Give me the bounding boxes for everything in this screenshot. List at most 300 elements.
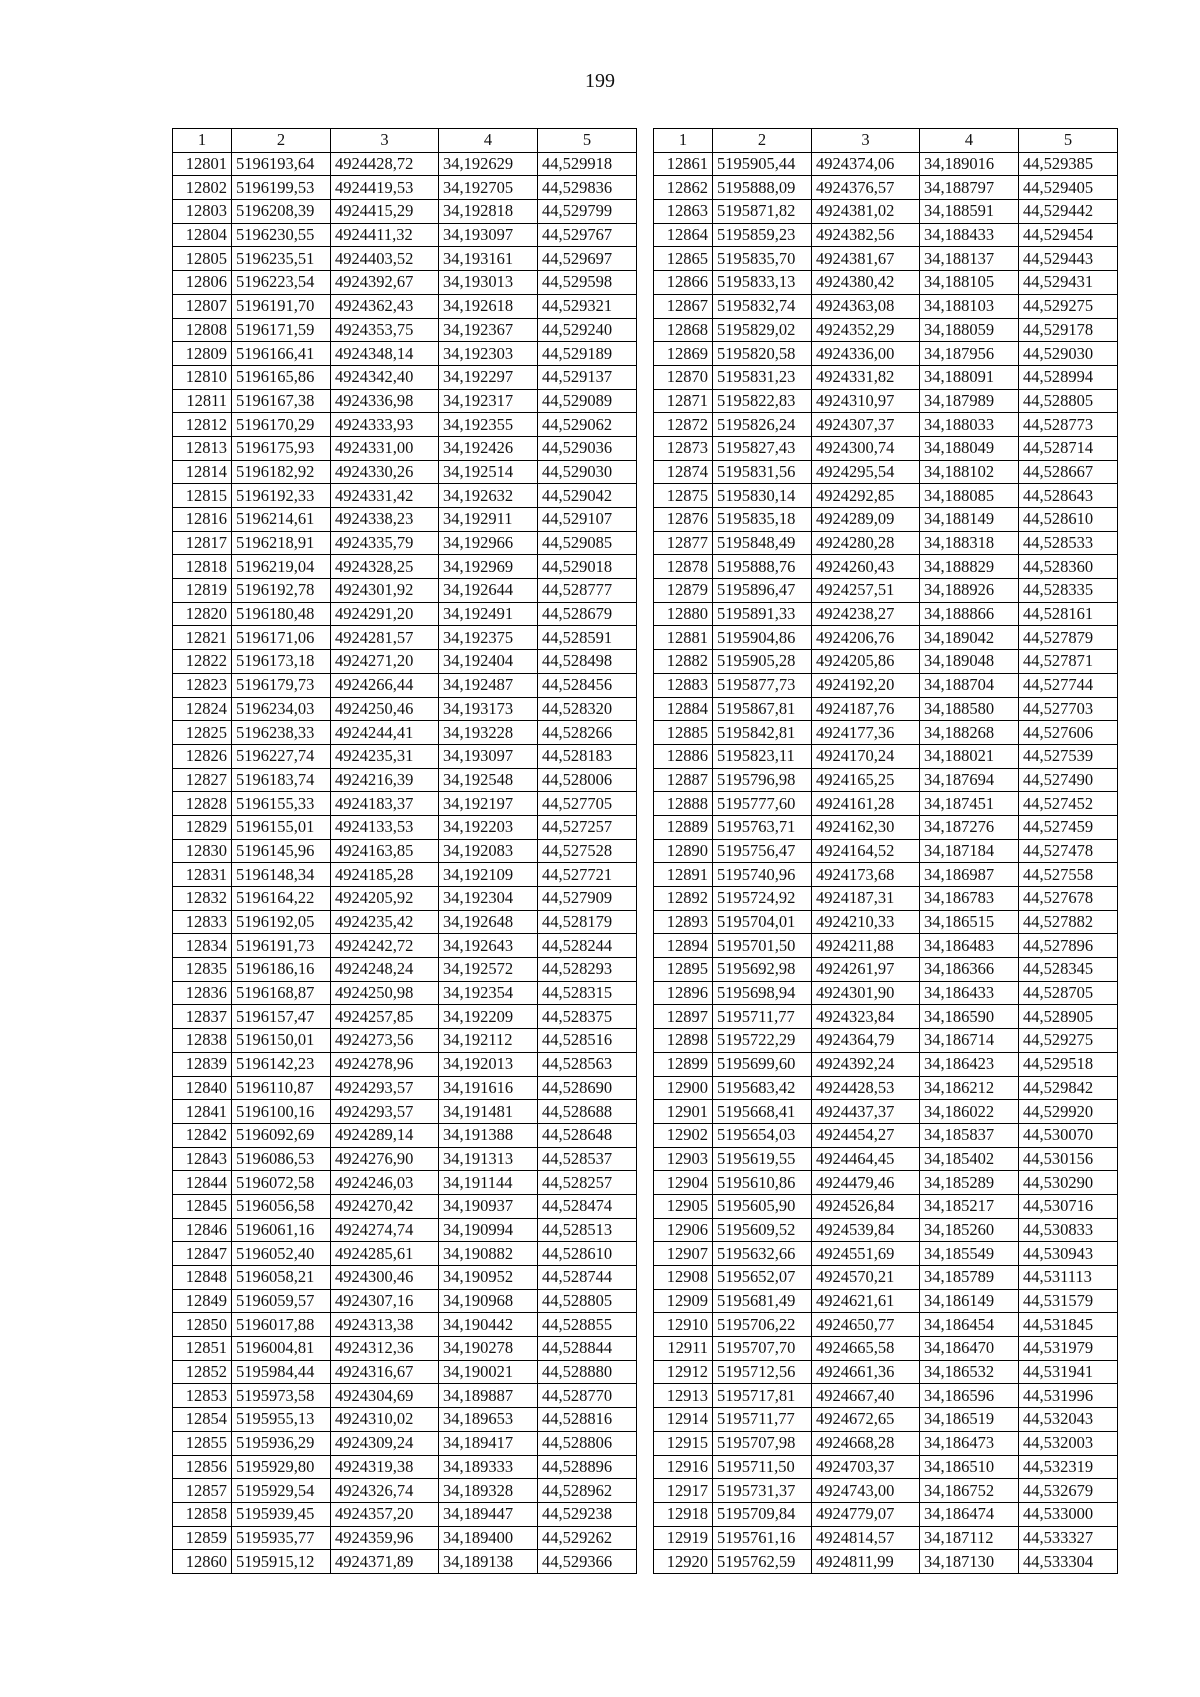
longitude-cell: 34,186519	[920, 1408, 1019, 1432]
table-row	[654, 436, 1118, 460]
point-number-cell: 12805	[173, 247, 232, 271]
longitude-cell: 34,188091	[920, 365, 1019, 389]
y-coordinate-cell: 4924281,57	[331, 626, 439, 650]
y-coordinate-cell: 4924359,96	[331, 1526, 439, 1550]
table-row	[654, 294, 1118, 318]
table-row	[654, 413, 1118, 437]
table-row	[173, 579, 637, 603]
table-row	[173, 1052, 637, 1076]
latitude-cell: 44,529137	[538, 365, 637, 389]
table-row	[173, 1100, 637, 1124]
longitude-cell: 34,186149	[920, 1289, 1019, 1313]
y-coordinate-cell: 4924323,84	[812, 1005, 920, 1029]
longitude-cell: 34,189048	[920, 650, 1019, 674]
table-row	[654, 910, 1118, 934]
latitude-cell: 44,527257	[538, 815, 637, 839]
y-coordinate-cell: 4924192,20	[812, 673, 920, 697]
y-coordinate-cell: 4924261,97	[812, 958, 920, 982]
y-coordinate-cell: 4924309,24	[331, 1431, 439, 1455]
latitude-cell: 44,528345	[1019, 958, 1118, 982]
latitude-cell: 44,528844	[538, 1337, 637, 1361]
y-coordinate-cell: 4924165,25	[812, 768, 920, 792]
longitude-cell: 34,190937	[439, 1194, 538, 1218]
x-coordinate-cell: 5196072,58	[232, 1171, 331, 1195]
point-number-cell: 12893	[654, 910, 713, 934]
longitude-cell: 34,193173	[439, 697, 538, 721]
y-coordinate-cell: 4924187,76	[812, 697, 920, 721]
longitude-cell: 34,192109	[439, 863, 538, 887]
latitude-cell: 44,528744	[538, 1266, 637, 1290]
table-row	[173, 839, 637, 863]
point-number-cell: 12872	[654, 413, 713, 437]
y-coordinate-cell: 4924280,28	[812, 531, 920, 555]
y-coordinate-cell: 4924250,98	[331, 981, 439, 1005]
y-coordinate-cell: 4924328,25	[331, 555, 439, 579]
longitude-cell: 34,191481	[439, 1100, 538, 1124]
latitude-cell: 44,528705	[1019, 981, 1118, 1005]
x-coordinate-cell: 5195698,94	[713, 981, 812, 1005]
y-coordinate-cell: 4924374,06	[812, 152, 920, 176]
point-number-cell: 12846	[173, 1218, 232, 1242]
point-number-cell: 12849	[173, 1289, 232, 1313]
table-row	[173, 436, 637, 460]
x-coordinate-cell: 5196238,33	[232, 721, 331, 745]
latitude-cell: 44,527909	[538, 887, 637, 911]
y-coordinate-cell: 4924250,46	[331, 697, 439, 721]
x-coordinate-cell: 5195707,70	[713, 1337, 812, 1361]
longitude-cell: 34,188021	[920, 744, 1019, 768]
longitude-cell: 34,190021	[439, 1360, 538, 1384]
latitude-cell: 44,528777	[538, 579, 637, 603]
longitude-cell: 34,192648	[439, 910, 538, 934]
y-coordinate-cell: 4924162,30	[812, 815, 920, 839]
y-coordinate-cell: 4924411,32	[331, 223, 439, 247]
table-row	[654, 247, 1118, 271]
latitude-cell: 44,528880	[538, 1360, 637, 1384]
point-number-cell: 12895	[654, 958, 713, 982]
longitude-cell: 34,188137	[920, 247, 1019, 271]
latitude-cell: 44,528770	[538, 1384, 637, 1408]
longitude-cell: 34,186515	[920, 910, 1019, 934]
latitude-cell: 44,528773	[1019, 413, 1118, 437]
latitude-cell: 44,531979	[1019, 1337, 1118, 1361]
point-number-cell: 12827	[173, 768, 232, 792]
x-coordinate-cell: 5195826,24	[713, 413, 812, 437]
x-coordinate-cell: 5196223,54	[232, 271, 331, 295]
longitude-cell: 34,189328	[439, 1479, 538, 1503]
y-coordinate-cell: 4924313,38	[331, 1313, 439, 1337]
longitude-cell: 34,192013	[439, 1052, 538, 1076]
latitude-cell: 44,528183	[538, 744, 637, 768]
table-row	[173, 1337, 637, 1361]
point-number-cell: 12831	[173, 863, 232, 887]
longitude-cell: 34,187956	[920, 342, 1019, 366]
point-number-cell: 12833	[173, 910, 232, 934]
table-row	[173, 1384, 637, 1408]
x-coordinate-cell: 5195835,18	[713, 508, 812, 532]
y-coordinate-cell: 4924242,72	[331, 934, 439, 958]
table-row	[173, 247, 637, 271]
table-row	[173, 413, 637, 437]
point-number-cell: 12839	[173, 1052, 232, 1076]
table-header-row	[654, 129, 1118, 153]
table-row	[654, 602, 1118, 626]
x-coordinate-cell: 5196218,91	[232, 531, 331, 555]
point-number-cell: 12910	[654, 1313, 713, 1337]
latitude-cell: 44,528855	[538, 1313, 637, 1337]
x-coordinate-cell: 5195711,50	[713, 1455, 812, 1479]
point-number-cell: 12816	[173, 508, 232, 532]
latitude-cell: 44,528375	[538, 1005, 637, 1029]
y-coordinate-cell: 4924454,27	[812, 1123, 920, 1147]
point-number-cell: 12828	[173, 792, 232, 816]
y-coordinate-cell: 4924331,82	[812, 365, 920, 389]
x-coordinate-cell: 5195859,23	[713, 223, 812, 247]
column-header: 4	[920, 129, 1019, 153]
y-coordinate-cell: 4924348,14	[331, 342, 439, 366]
longitude-cell: 34,186752	[920, 1479, 1019, 1503]
latitude-cell: 44,527678	[1019, 887, 1118, 911]
latitude-cell: 44,527705	[538, 792, 637, 816]
x-coordinate-cell: 5195717,81	[713, 1384, 812, 1408]
longitude-cell: 34,188102	[920, 460, 1019, 484]
point-number-cell: 12889	[654, 815, 713, 839]
latitude-cell: 44,528806	[538, 1431, 637, 1455]
table-row	[654, 1029, 1118, 1053]
x-coordinate-cell: 5196192,05	[232, 910, 331, 934]
y-coordinate-cell: 4924293,57	[331, 1100, 439, 1124]
x-coordinate-cell: 5195762,59	[713, 1550, 812, 1574]
latitude-cell: 44,528994	[1019, 365, 1118, 389]
longitude-cell: 34,193013	[439, 271, 538, 295]
longitude-cell: 34,188433	[920, 223, 1019, 247]
point-number-cell: 12847	[173, 1242, 232, 1266]
point-number-cell: 12880	[654, 602, 713, 626]
point-number-cell: 12855	[173, 1431, 232, 1455]
y-coordinate-cell: 4924292,85	[812, 484, 920, 508]
table-row	[654, 1171, 1118, 1195]
y-coordinate-cell: 4924539,84	[812, 1218, 920, 1242]
point-number-cell: 12878	[654, 555, 713, 579]
longitude-cell: 34,188318	[920, 531, 1019, 555]
longitude-cell: 34,186783	[920, 887, 1019, 911]
longitude-cell: 34,190278	[439, 1337, 538, 1361]
longitude-cell: 34,192197	[439, 792, 538, 816]
x-coordinate-cell: 5195822,83	[713, 389, 812, 413]
latitude-cell: 44,532319	[1019, 1455, 1118, 1479]
longitude-cell: 34,187989	[920, 389, 1019, 413]
table-row	[173, 602, 637, 626]
latitude-cell: 44,529918	[538, 152, 637, 176]
point-number-cell: 12866	[654, 271, 713, 295]
longitude-cell: 34,186987	[920, 863, 1019, 887]
point-number-cell: 12877	[654, 531, 713, 555]
table-row	[654, 815, 1118, 839]
longitude-cell: 34,192491	[439, 602, 538, 626]
longitude-cell: 34,189417	[439, 1431, 538, 1455]
point-number-cell: 12809	[173, 342, 232, 366]
longitude-cell: 34,185260	[920, 1218, 1019, 1242]
longitude-cell: 34,192354	[439, 981, 538, 1005]
latitude-cell: 44,528161	[1019, 602, 1118, 626]
latitude-cell: 44,528805	[538, 1289, 637, 1313]
latitude-cell: 44,529842	[1019, 1076, 1118, 1100]
table-row	[173, 744, 637, 768]
latitude-cell: 44,530833	[1019, 1218, 1118, 1242]
x-coordinate-cell: 5196150,01	[232, 1029, 331, 1053]
longitude-cell: 34,186433	[920, 981, 1019, 1005]
x-coordinate-cell: 5196183,74	[232, 768, 331, 792]
latitude-cell: 44,529036	[538, 436, 637, 460]
table-row	[654, 1076, 1118, 1100]
longitude-cell: 34,188797	[920, 176, 1019, 200]
latitude-cell: 44,528962	[538, 1479, 637, 1503]
y-coordinate-cell: 4924336,98	[331, 389, 439, 413]
latitude-cell: 44,528006	[538, 768, 637, 792]
y-coordinate-cell: 4924291,20	[331, 602, 439, 626]
point-number-cell: 12920	[654, 1550, 713, 1574]
point-number-cell: 12860	[173, 1550, 232, 1574]
table-row	[173, 1431, 637, 1455]
longitude-cell: 34,186474	[920, 1502, 1019, 1526]
longitude-cell: 34,185402	[920, 1147, 1019, 1171]
y-coordinate-cell: 4924206,76	[812, 626, 920, 650]
x-coordinate-cell: 5195935,77	[232, 1526, 331, 1550]
table-row	[173, 1123, 637, 1147]
x-coordinate-cell: 5195842,81	[713, 721, 812, 745]
point-number-cell: 12817	[173, 531, 232, 555]
point-number-cell: 12870	[654, 365, 713, 389]
latitude-cell: 44,529178	[1019, 318, 1118, 342]
longitude-cell: 34,188033	[920, 413, 1019, 437]
table-row	[173, 697, 637, 721]
table-row	[654, 1337, 1118, 1361]
latitude-cell: 44,528179	[538, 910, 637, 934]
point-number-cell: 12850	[173, 1313, 232, 1337]
longitude-cell: 34,189887	[439, 1384, 538, 1408]
y-coordinate-cell: 4924312,36	[331, 1337, 439, 1361]
latitude-cell: 44,529431	[1019, 271, 1118, 295]
point-number-cell: 12835	[173, 958, 232, 982]
point-number-cell: 12894	[654, 934, 713, 958]
table-row	[654, 1550, 1118, 1574]
point-number-cell: 12901	[654, 1100, 713, 1124]
x-coordinate-cell: 5195820,58	[713, 342, 812, 366]
latitude-cell: 44,529018	[538, 555, 637, 579]
longitude-cell: 34,188105	[920, 271, 1019, 295]
table-row	[654, 1242, 1118, 1266]
y-coordinate-cell: 4924274,74	[331, 1218, 439, 1242]
page-number: 199	[585, 70, 615, 92]
table-row	[173, 792, 637, 816]
x-coordinate-cell: 5196110,87	[232, 1076, 331, 1100]
x-coordinate-cell: 5195832,74	[713, 294, 812, 318]
latitude-cell: 44,529836	[538, 176, 637, 200]
table-row	[654, 1123, 1118, 1147]
latitude-cell: 44,528474	[538, 1194, 637, 1218]
x-coordinate-cell: 5196017,88	[232, 1313, 331, 1337]
latitude-cell: 44,533327	[1019, 1526, 1118, 1550]
latitude-cell: 44,527871	[1019, 650, 1118, 674]
point-number-cell: 12837	[173, 1005, 232, 1029]
point-number-cell: 12919	[654, 1526, 713, 1550]
table-row	[173, 981, 637, 1005]
x-coordinate-cell: 5195830,14	[713, 484, 812, 508]
point-number-cell: 12844	[173, 1171, 232, 1195]
table-row	[654, 673, 1118, 697]
y-coordinate-cell: 4924743,00	[812, 1479, 920, 1503]
latitude-cell: 44,531579	[1019, 1289, 1118, 1313]
table-row	[173, 1005, 637, 1029]
longitude-cell: 34,188580	[920, 697, 1019, 721]
x-coordinate-cell: 5195827,43	[713, 436, 812, 460]
x-coordinate-cell: 5196234,03	[232, 697, 331, 721]
table-row	[654, 555, 1118, 579]
point-number-cell: 12908	[654, 1266, 713, 1290]
point-number-cell: 12830	[173, 839, 232, 863]
table-row	[173, 1526, 637, 1550]
longitude-cell: 34,186714	[920, 1029, 1019, 1053]
x-coordinate-cell: 5195888,76	[713, 555, 812, 579]
longitude-cell: 34,191144	[439, 1171, 538, 1195]
longitude-cell: 34,189447	[439, 1502, 538, 1526]
table-row	[173, 1171, 637, 1195]
latitude-cell: 44,529518	[1019, 1052, 1118, 1076]
latitude-cell: 44,529089	[538, 389, 637, 413]
longitude-cell: 34,192487	[439, 673, 538, 697]
latitude-cell: 44,528315	[538, 981, 637, 1005]
x-coordinate-cell: 5195761,16	[713, 1526, 812, 1550]
latitude-cell: 44,527879	[1019, 626, 1118, 650]
latitude-cell: 44,528563	[538, 1052, 637, 1076]
longitude-cell: 34,186423	[920, 1052, 1019, 1076]
table-row	[654, 318, 1118, 342]
point-number-cell: 12899	[654, 1052, 713, 1076]
table-row	[654, 934, 1118, 958]
table-row	[654, 579, 1118, 603]
y-coordinate-cell: 4924270,42	[331, 1194, 439, 1218]
latitude-cell: 44,529085	[538, 531, 637, 555]
y-coordinate-cell: 4924300,74	[812, 436, 920, 460]
y-coordinate-cell: 4924235,31	[331, 744, 439, 768]
y-coordinate-cell: 4924326,74	[331, 1479, 439, 1503]
table-row	[173, 673, 637, 697]
x-coordinate-cell: 5195683,42	[713, 1076, 812, 1100]
latitude-cell: 44,528643	[1019, 484, 1118, 508]
point-number-cell: 12812	[173, 413, 232, 437]
x-coordinate-cell: 5196100,16	[232, 1100, 331, 1124]
y-coordinate-cell: 4924133,53	[331, 815, 439, 839]
column-header: 2	[232, 129, 331, 153]
longitude-cell: 34,192355	[439, 413, 538, 437]
latitude-cell: 44,527896	[1019, 934, 1118, 958]
point-number-cell: 12856	[173, 1455, 232, 1479]
y-coordinate-cell: 4924257,51	[812, 579, 920, 603]
y-coordinate-cell: 4924331,00	[331, 436, 439, 460]
y-coordinate-cell: 4924336,00	[812, 342, 920, 366]
point-number-cell: 12862	[654, 176, 713, 200]
latitude-cell: 44,527606	[1019, 721, 1118, 745]
longitude-cell: 34,192112	[439, 1029, 538, 1053]
point-number-cell: 12868	[654, 318, 713, 342]
x-coordinate-cell: 5195936,29	[232, 1431, 331, 1455]
latitude-cell: 44,529799	[538, 200, 637, 224]
table-row	[654, 958, 1118, 982]
longitude-cell: 34,185549	[920, 1242, 1019, 1266]
x-coordinate-cell: 5195763,71	[713, 815, 812, 839]
x-coordinate-cell: 5196061,16	[232, 1218, 331, 1242]
point-number-cell: 12840	[173, 1076, 232, 1100]
latitude-cell: 44,529385	[1019, 152, 1118, 176]
longitude-cell: 34,193161	[439, 247, 538, 271]
point-number-cell: 12802	[173, 176, 232, 200]
latitude-cell: 44,527459	[1019, 815, 1118, 839]
longitude-cell: 34,192643	[439, 934, 538, 958]
x-coordinate-cell: 5195605,90	[713, 1194, 812, 1218]
point-number-cell: 12903	[654, 1147, 713, 1171]
y-coordinate-cell: 4924266,44	[331, 673, 439, 697]
y-coordinate-cell: 4924364,79	[812, 1029, 920, 1053]
table-row	[654, 1218, 1118, 1242]
point-number-cell: 12913	[654, 1384, 713, 1408]
longitude-cell: 34,186483	[920, 934, 1019, 958]
table-row	[173, 508, 637, 532]
latitude-cell: 44,527528	[538, 839, 637, 863]
y-coordinate-cell: 4924185,28	[331, 863, 439, 887]
x-coordinate-cell: 5196186,16	[232, 958, 331, 982]
point-number-cell: 12918	[654, 1502, 713, 1526]
point-number-cell: 12822	[173, 650, 232, 674]
y-coordinate-cell: 4924621,61	[812, 1289, 920, 1313]
table-row	[654, 1479, 1118, 1503]
y-coordinate-cell: 4924173,68	[812, 863, 920, 887]
table-row	[654, 744, 1118, 768]
point-number-cell: 12845	[173, 1194, 232, 1218]
latitude-cell: 44,528591	[538, 626, 637, 650]
longitude-cell: 34,192297	[439, 365, 538, 389]
point-number-cell: 12858	[173, 1502, 232, 1526]
latitude-cell: 44,533304	[1019, 1550, 1118, 1574]
latitude-cell: 44,529321	[538, 294, 637, 318]
x-coordinate-cell: 5196235,51	[232, 247, 331, 271]
latitude-cell: 44,532043	[1019, 1408, 1118, 1432]
x-coordinate-cell: 5196148,34	[232, 863, 331, 887]
y-coordinate-cell: 4924260,43	[812, 555, 920, 579]
x-coordinate-cell: 5196179,73	[232, 673, 331, 697]
table-row	[173, 1289, 637, 1313]
table-row	[654, 863, 1118, 887]
x-coordinate-cell: 5195888,09	[713, 176, 812, 200]
x-coordinate-cell: 5195848,49	[713, 531, 812, 555]
x-coordinate-cell: 5195905,28	[713, 650, 812, 674]
latitude-cell: 44,531113	[1019, 1266, 1118, 1290]
longitude-cell: 34,185217	[920, 1194, 1019, 1218]
table-row	[173, 1455, 637, 1479]
longitude-cell: 34,192304	[439, 887, 538, 911]
column-header: 4	[439, 129, 538, 153]
longitude-cell: 34,192209	[439, 1005, 538, 1029]
x-coordinate-cell: 5195711,77	[713, 1005, 812, 1029]
x-coordinate-cell: 5196230,55	[232, 223, 331, 247]
point-number-cell: 12874	[654, 460, 713, 484]
longitude-cell: 34,192367	[439, 318, 538, 342]
point-number-cell: 12897	[654, 1005, 713, 1029]
longitude-cell: 34,190994	[439, 1218, 538, 1242]
x-coordinate-cell: 5196168,87	[232, 981, 331, 1005]
table-row	[173, 887, 637, 911]
point-number-cell: 12864	[654, 223, 713, 247]
x-coordinate-cell: 5195984,44	[232, 1360, 331, 1384]
